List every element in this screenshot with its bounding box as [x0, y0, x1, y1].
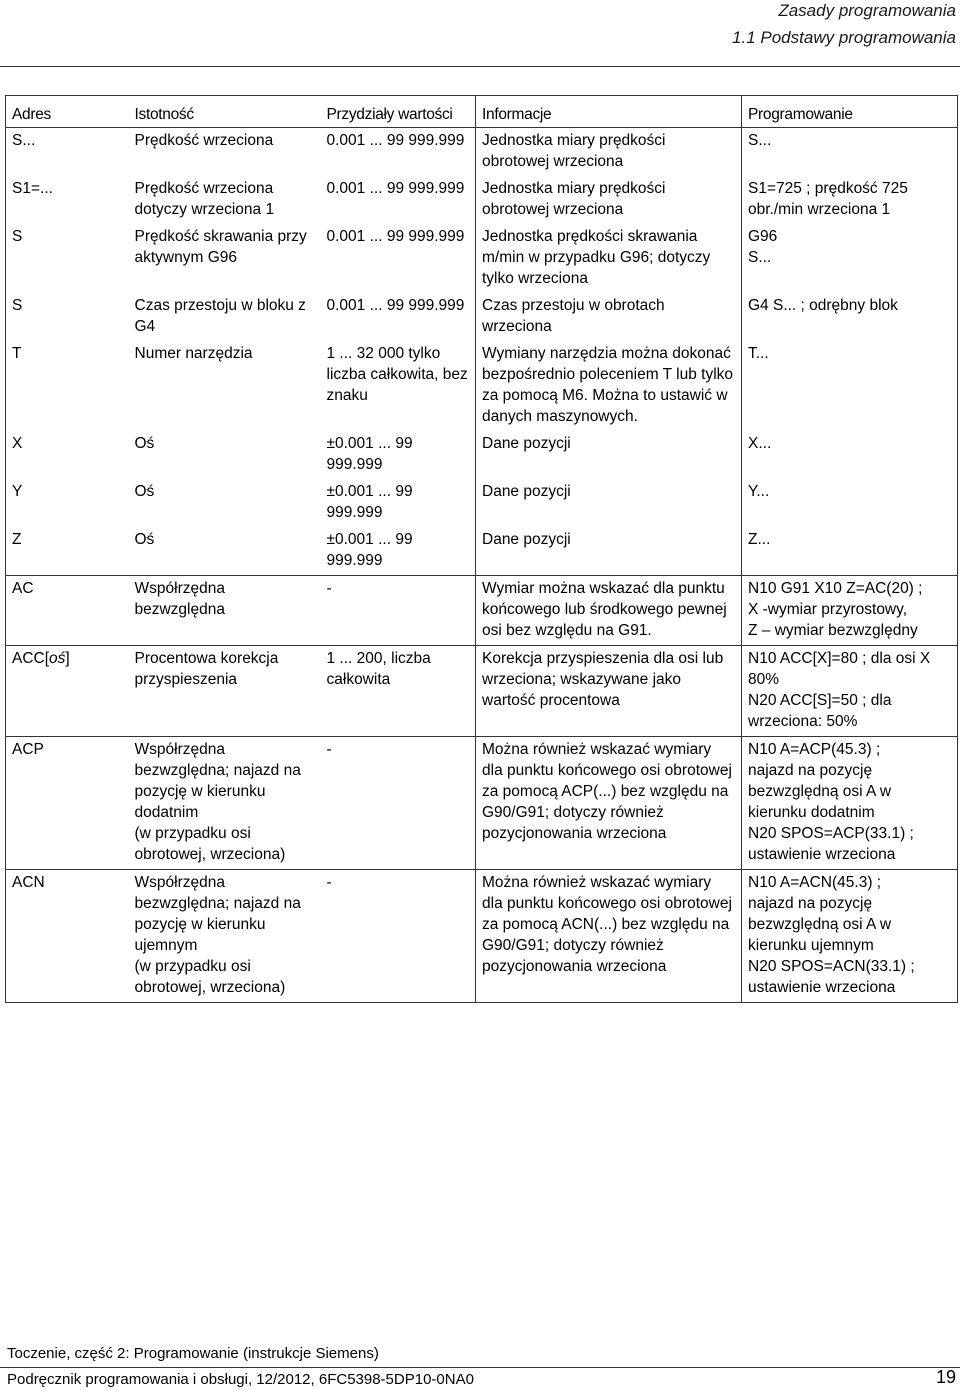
- section-title: 1.1 Podstawy programowania: [732, 28, 956, 47]
- col-header-info: Informacje: [476, 96, 742, 128]
- cell-values: -: [321, 737, 476, 870]
- footer-rule: [0, 1367, 960, 1368]
- cell-programming: N10 A=ACN(45.3) ; najazd na pozycję bezwzględną osi A w kierunku ujemnym N20 SPOS=ACN(33.1) ; ustawienie wrzeciona: [742, 870, 958, 1003]
- col-header-meaning: Istotność: [134, 106, 194, 123]
- cell-info: Wymiar można wskazać dla punktu końcowego lub środkowego pewnej osi bez względu na G91.: [476, 576, 742, 646]
- col-header-values: Przydziały wartości: [326, 106, 453, 123]
- cell-info: Korekcja przyspieszenia dla osi lub wrzeciona; wskazywane jako wartość procentowa: [476, 646, 742, 737]
- cell-info: Jednostka miary prędkości obrotowej wrzeciona: [476, 128, 742, 177]
- cell-address: Y: [12, 483, 23, 500]
- cell-address: ACN: [6, 870, 129, 1003]
- cell-meaning: Oś: [134, 435, 155, 452]
- cell-address: S: [12, 297, 23, 314]
- cell-info: Czas przestoju w obrotach wrzeciona: [476, 293, 742, 341]
- cell-meaning: Współrzędna bezwzględna: [129, 576, 321, 646]
- cell-info: Wymiany narzędzia można dokonać bezpośrednio poleceniem T lub tylko za pomocą M6. Można to ustawić w danych maszynowych.: [476, 341, 742, 431]
- table-row: [6, 479, 958, 527]
- cell-info: Dane pozycji: [476, 479, 742, 527]
- cell-values: -: [321, 870, 476, 1003]
- cell-info: Dane pozycji: [476, 527, 742, 576]
- cell-programming: Z...: [742, 527, 958, 576]
- table-row: [6, 737, 958, 870]
- cell-meaning: Współrzędna bezwzględna; najazd na pozycję w kierunku ujemnym (w przypadku osi obrotowej, wrzeciona): [129, 870, 321, 1003]
- cell-address: T: [12, 345, 22, 362]
- cell-programming: G96 S...: [742, 224, 958, 293]
- cell-programming: S...: [742, 128, 958, 177]
- cell-address: Z: [12, 531, 22, 548]
- cell-programming: Y...: [742, 479, 958, 527]
- address-axis-param: oś: [49, 650, 66, 667]
- cell-info: Można również wskazać wymiary dla punktu końcowego osi obrotowej za pomocą ACN(...) bez względu na G90/G91; dotyczy również pozycjonowania wrzeciona: [476, 870, 742, 1003]
- cell-meaning: Współrzędna bezwzględna; najazd na pozycję w kierunku dodatnim (w przypadku osi obrotowej, wrzeciona): [129, 737, 321, 870]
- table-row: [6, 293, 958, 341]
- table-row: [6, 527, 958, 576]
- cell-info: Jednostka prędkości skrawania m/min w przypadku G96; dotyczy tylko wrzeciona: [476, 224, 742, 293]
- table-row: [6, 646, 958, 737]
- table-row: [6, 576, 958, 646]
- cell-values: 0.001 ... 99 999.999: [326, 228, 465, 245]
- cell-programming: T...: [742, 341, 958, 431]
- cell-info: Można również wskazać wymiary dla punktu końcowego osi obrotowej za pomocą ACP(...) bez względu na G90/G91; dotyczy również pozycjonowania wrzeciona: [476, 737, 742, 870]
- cell-meaning: Prędkość wrzeciona dotyczy wrzeciona 1: [134, 180, 275, 218]
- cell-programming: X...: [742, 431, 958, 479]
- cell-meaning: Prędkość skrawania przy aktywnym G96: [134, 228, 307, 266]
- table-row: [6, 431, 958, 479]
- cell-address: S...: [12, 132, 36, 149]
- address-table: [5, 95, 958, 1003]
- cell-meaning: Czas przestoju w bloku z G4: [134, 297, 306, 335]
- header-rule: [0, 66, 960, 67]
- table-body: [6, 128, 958, 1003]
- cell-address: S1=...: [12, 180, 53, 197]
- cell-address: AC: [6, 576, 129, 646]
- address-prefix: ACC[: [12, 650, 50, 667]
- cell-values: ±0.001 ... 99 999.999: [326, 435, 413, 473]
- col-header-programming: Programowanie: [742, 96, 958, 128]
- cell-address: S: [12, 228, 23, 245]
- cell-values: 0.001 ... 99 999.999: [326, 132, 465, 149]
- cell-values: 0.001 ... 99 999.999: [326, 180, 465, 197]
- table-row: [6, 176, 958, 224]
- cell-programming: S1=725 ; prędkość 725 obr./min wrzeciona 1: [742, 176, 958, 224]
- table-row: [6, 870, 958, 1003]
- table-row: [6, 224, 958, 293]
- address-suffix: ]: [65, 650, 70, 667]
- cell-meaning: Oś: [134, 531, 155, 548]
- cell-values: 1 ... 32 000 tylko liczba całkowita, bez znaku: [326, 345, 468, 404]
- cell-info: Jednostka miary prędkości obrotowej wrzeciona: [476, 176, 742, 224]
- table-row: [6, 128, 958, 177]
- cell-values: ±0.001 ... 99 999.999: [326, 483, 413, 521]
- table-header-row: [6, 96, 958, 128]
- cell-programming: G4 S... ; odrębny blok: [742, 293, 958, 341]
- cell-info: Dane pozycji: [476, 431, 742, 479]
- cell-values: ±0.001 ... 99 999.999: [326, 531, 413, 569]
- cell-meaning: Prędkość wrzeciona: [134, 132, 274, 149]
- page-number: 19: [935, 1367, 956, 1387]
- footer-manual-title: Toczenie, część 2: Programowanie (instrukcje Siemens): [7, 1345, 379, 1362]
- cell-address: X: [12, 435, 23, 452]
- cell-address: [6, 646, 129, 737]
- cell-programming: N10 G91 X10 Z=AC(20) ; X -wymiar przyrostowy, Z – wymiar bezwzględny: [742, 576, 958, 646]
- cell-values: 0.001 ... 99 999.999: [326, 297, 465, 314]
- cell-meaning: Oś: [134, 483, 155, 500]
- cell-values: -: [321, 576, 476, 646]
- col-header-address: Adres: [12, 106, 51, 123]
- cell-programming: N10 ACC[X]=80 ; dla osi X 80% N20 ACC[S]=50 ; dla wrzeciona: 50%: [742, 646, 958, 737]
- cell-meaning: Procentowa korekcja przyspieszenia: [129, 646, 321, 737]
- footer-manual-info: Podręcznik programowania i obsługi, 12/2012, 6FC5398-5DP10-0NA0: [7, 1371, 474, 1388]
- cell-programming: N10 A=ACP(45.3) ; najazd na pozycję bezwzględną osi A w kierunku dodatnim N20 SPOS=ACP(33.1) ; ustawienie wrzeciona: [742, 737, 958, 870]
- cell-meaning: Numer narzędzia: [134, 345, 253, 362]
- cell-values: 1 ... 200, liczba całkowita: [321, 646, 476, 737]
- chapter-title: Zasady programowania: [778, 1, 956, 20]
- table-row: [6, 341, 958, 431]
- cell-address: ACP: [6, 737, 129, 870]
